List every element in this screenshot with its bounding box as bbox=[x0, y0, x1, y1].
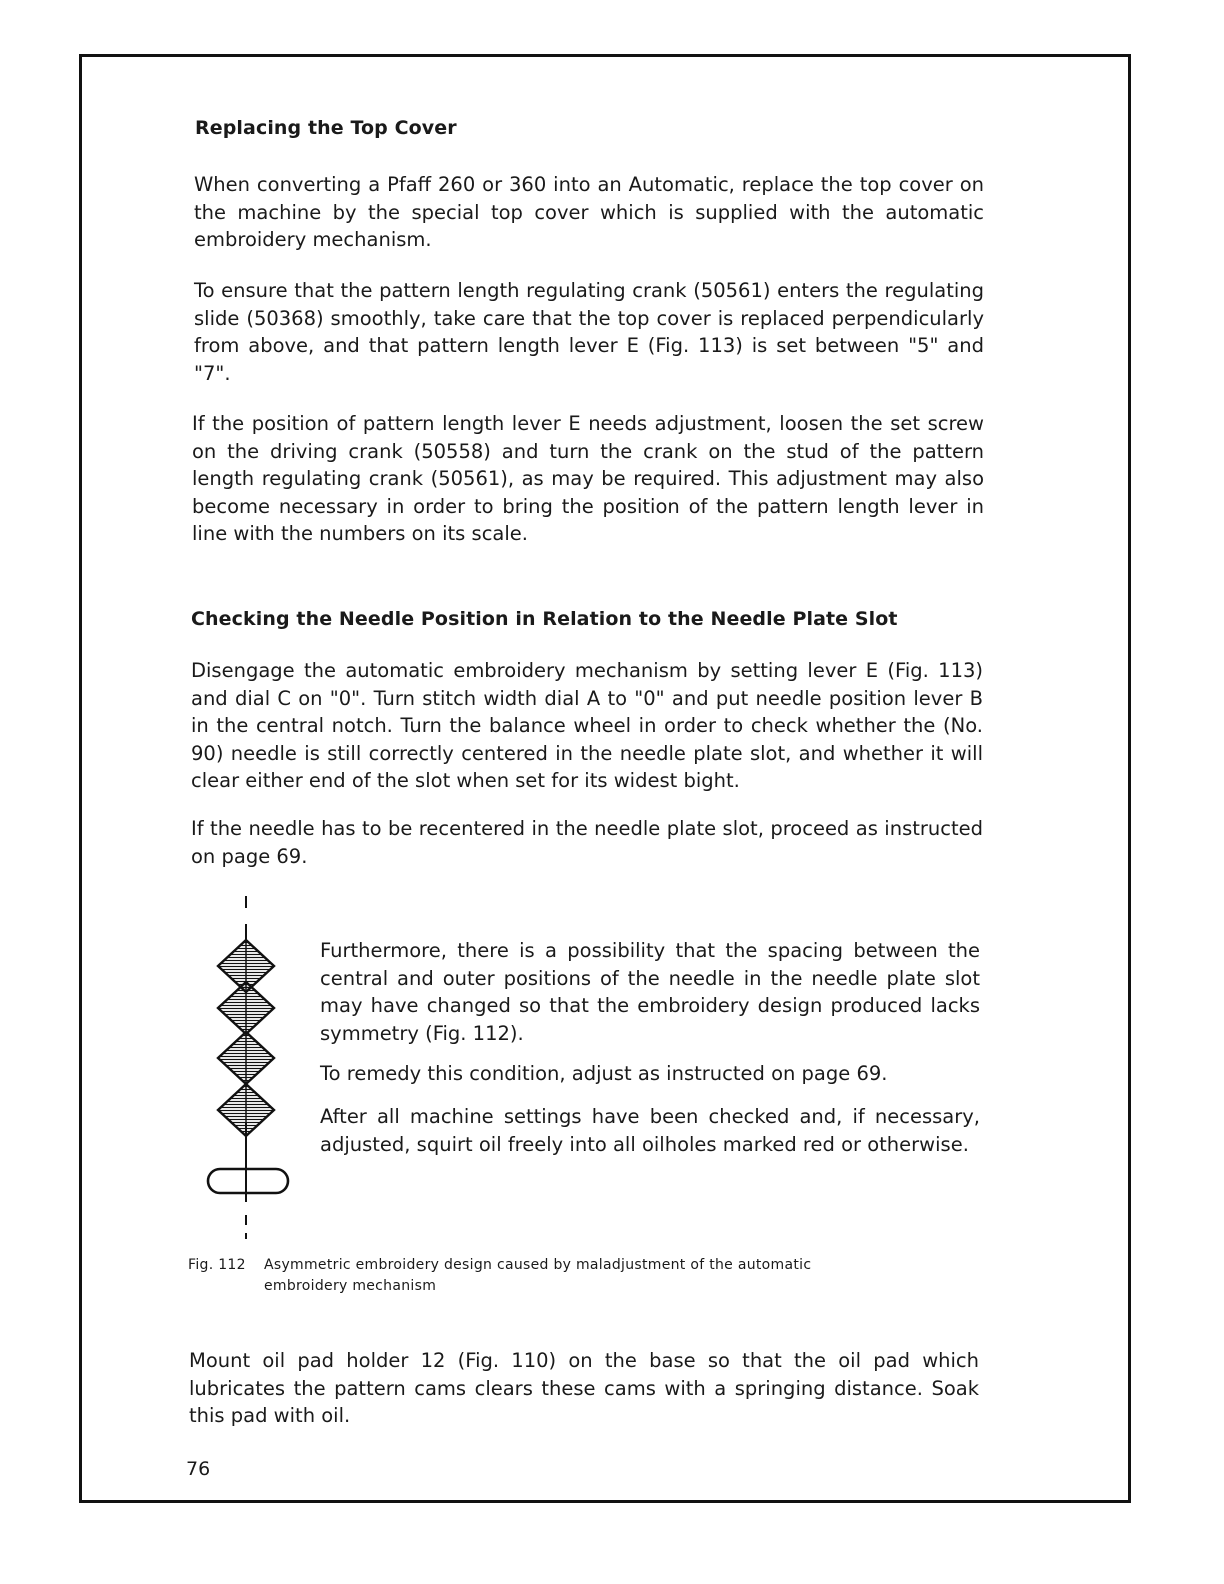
paragraph-remedy: To remedy this condition, adjust as instructed on page 69. bbox=[320, 1062, 888, 1085]
needle-plate-slot bbox=[208, 1169, 288, 1193]
figure-caption bbox=[188, 1255, 868, 1299]
figure-number: Fig. 112 bbox=[188, 1257, 246, 1273]
paragraph-lever-adjustment: If the position of pattern length lever E needs adjustment, loosen the set screw on the driving crank (50558) and turn the crank on the stud of the pattern length regulating crank (50561), as may be required. This adjustment may also become necessary in order to bring the position of the pattern length lever in line with the numbers on its scale. bbox=[192, 412, 984, 545]
page-number: 76 bbox=[186, 1458, 211, 1480]
paragraph-oil: After all machine settings have been checked and, if necessary, adjusted, squirt oil freely into all oilholes marked red or otherwise. bbox=[320, 1105, 980, 1156]
paragraph-disengage: Disengage the automatic embroidery mechanism by setting lever E (Fig. 113) and dial C on "0". Turn stitch width dial A to "0" and put needle position lever B in the central notch. Turn the balance wheel in order to check whether the (No. 90) needle is still correctly centered in the needle plate slot, and whether it will clear either end of the slot when set for its widest bight. bbox=[191, 659, 983, 792]
paragraph-pattern-length-crank: To ensure that the pattern length regulating crank (50561) enters the regulating slide (50368) smoothly, take care that the top cover is replaced perpendicularly from above, and that pattern length lever E (Fig. 113) is set between "5" and "7". bbox=[194, 279, 984, 385]
section-heading-top-cover: Replacing the Top Cover bbox=[195, 117, 457, 139]
section-heading-needle-position: Checking the Needle Position in Relation to the Needle Plate Slot bbox=[191, 608, 898, 630]
embroidery-design-illustration bbox=[200, 890, 300, 1240]
paragraph-converting: When converting a Pfaff 260 or 360 into an Automatic, replace the top cover on the machine by the special top cover which is supplied with the automatic embroidery mechanism. bbox=[194, 173, 984, 251]
figure-caption-text: Asymmetric embroidery design caused by maladjustment of the automatic embroidery mechanism bbox=[264, 1257, 812, 1294]
paragraph-furthermore: Furthermore, there is a possibility that the spacing between the central and outer positions of the needle in the needle plate slot may have changed so that the embroidery design produced lacks symmetry (Fig. 112). bbox=[320, 939, 980, 1045]
paragraph-oil-pad: Mount oil pad holder 12 (Fig. 110) on the base so that the oil pad which lubricates the pattern cams clears these cams with a springing distance. Soak this pad with oil. bbox=[189, 1349, 979, 1427]
paragraph-recenter: If the needle has to be recentered in the needle plate slot, proceed as instructed on page 69. bbox=[191, 817, 983, 868]
